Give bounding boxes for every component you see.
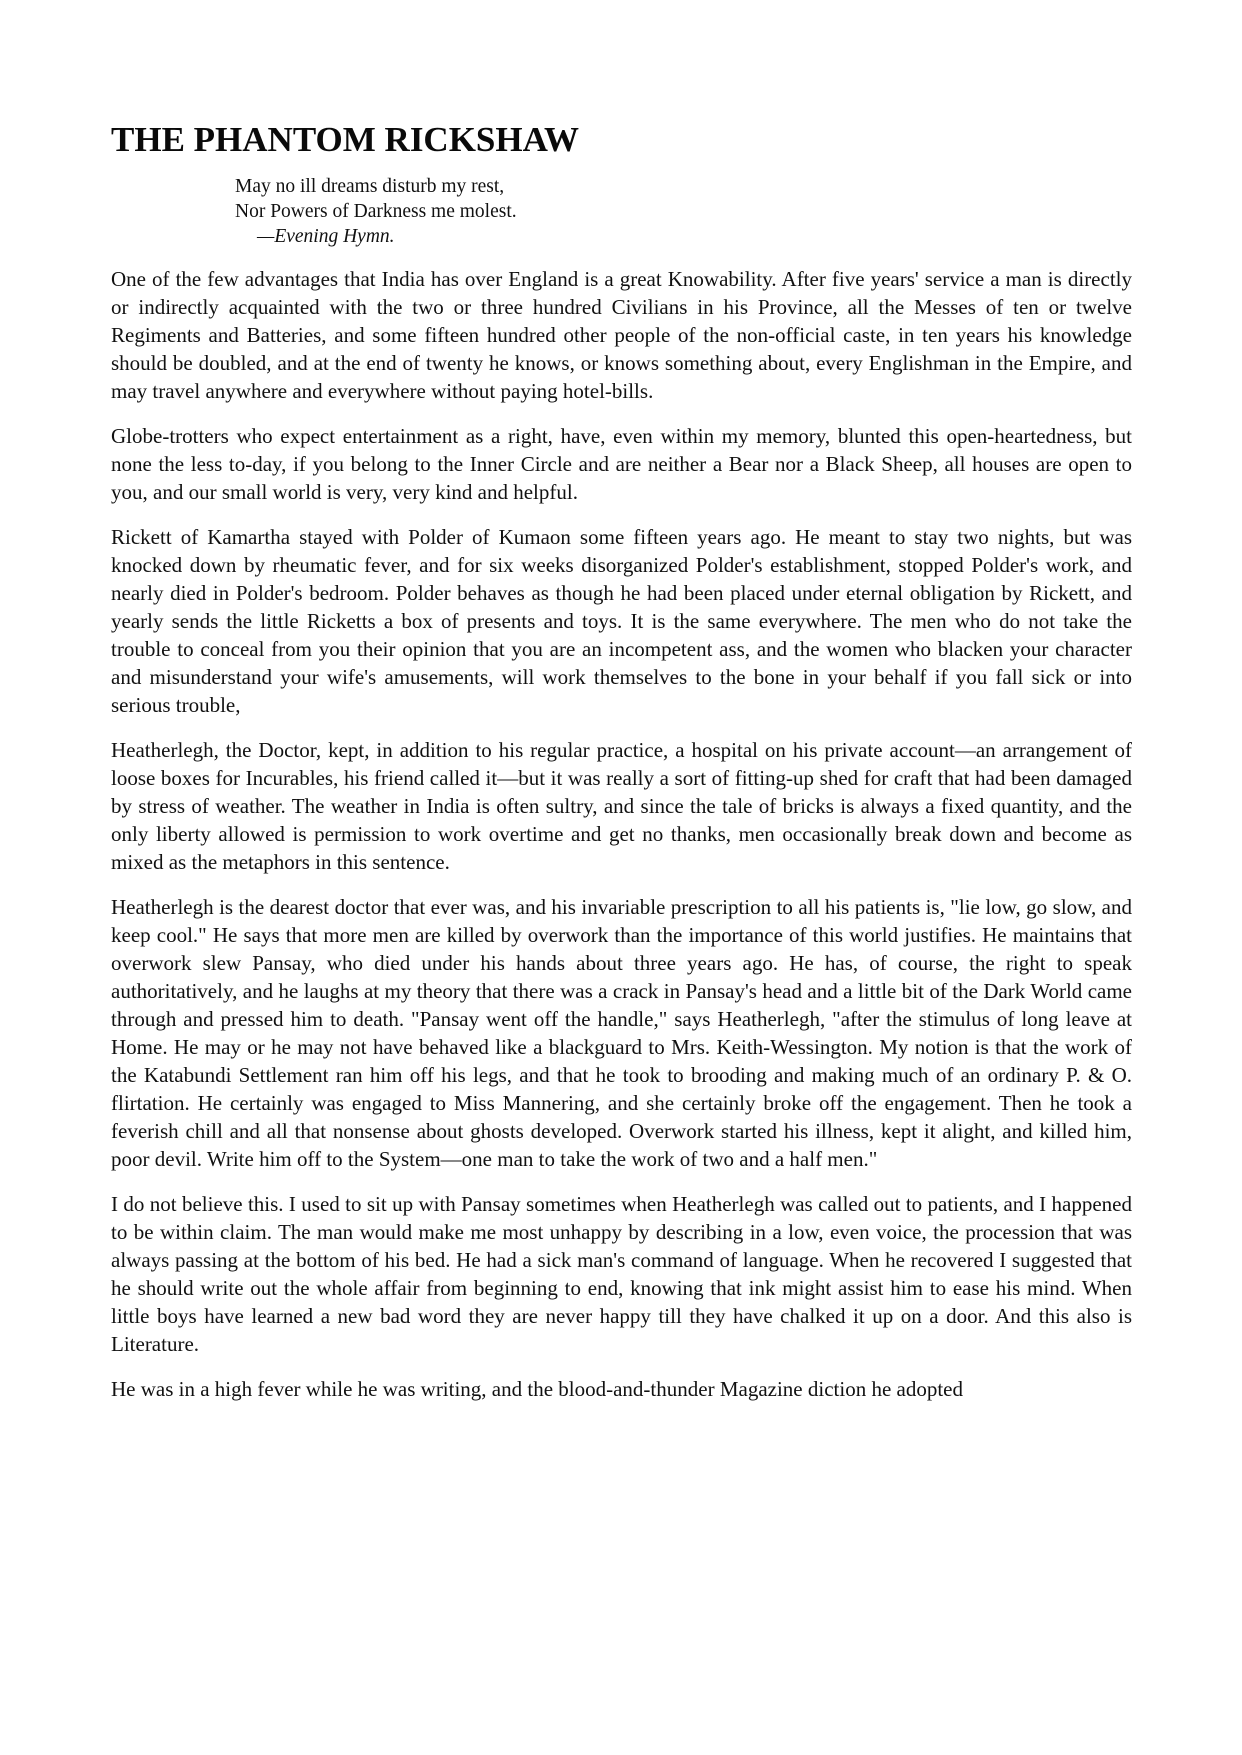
epigraph-line: May no ill dreams disturb my rest,	[235, 176, 505, 197]
paragraph-knowability: One of the few advantages that India has over England is a great Knowability. After five years' service a man is directly or indirectly acquainted with the two or three hundred Civilians in his Province, all the Messes of ten or twelve Regiments and Batteries, and some fifteen hundred other people of the non-official caste, in ten years his knowledge should be doubled, and at the end of twenty he knows, or knows something about, every Englishman in the Empire, and may travel anywhere and everywhere without paying hotel-bills.	[111, 267, 1132, 403]
epigraph-line: Nor Powers of Darkness me molest.	[235, 201, 517, 222]
document-page	[111, 118, 1132, 1420]
paragraph-high-fever: He was in a high fever while he was writing, and the blood-and-thunder Magazine diction he adopted	[111, 1377, 963, 1401]
story-title: THE PHANTOM RICKSHAW	[111, 120, 580, 159]
paragraph-pansay-belief: I do not believe this. I used to sit up with Pansay sometimes when Heatherlegh was called out to patients, and I happened to be within claim. The man would make me most unhappy by describing in a low, even voice, the procession that was always passing at the bottom of his bed. He had a sick man's command of language. When he recovered I suggested that he should write out the whole affair from beginning to end, knowing that ink might assist him to ease his mind. When little boys have learned a new bad word they are never happy till they have chalked it up on a door. And this also is Literature.	[111, 1192, 1132, 1356]
paragraph-heatherlegh-hospital: Heatherlegh, the Doctor, kept, in addition to his regular practice, a hospital on his private account—an arrangement of loose boxes for Incurables, his friend called it—but it was really a sort of fitting-up shed for craft that had been damaged by stress of weather. The weather in India is often sultry, and since the tale of bricks is always a fixed quantity, and the only liberty allowed is permission to work overtime and get no thanks, men occasionally break down and become as mixed as the metaphors in this sentence.	[111, 738, 1132, 874]
epigraph	[235, 174, 1132, 249]
paragraph-heatherlegh-prescription: Heatherlegh is the dearest doctor that ever was, and his invariable prescription to all his patients is, "lie low, go slow, and keep cool." He says that more men are killed by overwork than the importance of this world justifies. He maintains that overwork slew Pansay, who died under his hands about three years ago. He has, of course, the right to speak authoritatively, and he laughs at my theory that there was a crack in Pansay's head and a little bit of the Dark World came through and pressed him to death. "Pansay went off the handle," says Heatherlegh, "after the stimulus of long leave at Home. He may or he may not have behaved like a blackguard to Mrs. Keith-Wessington. My notion is that the work of the Katabundi Settlement ran him off his legs, and that he took to brooding and making much of an ordinary P. & O. flirtation. He certainly was engaged to Miss Mannering, and she certainly broke off the engagement. Then he took a feverish chill and all that nonsense about ghosts developed. Overwork started his illness, kept it alight, and killed him, poor devil. Write him off to the System—one man to take the work of two and a half men."	[111, 895, 1132, 1171]
paragraph-globe-trotters: Globe-trotters who expect entertainment as a right, have, even within my memory, blunted this open-heartedness, but none the less to-day, if you belong to the Inner Circle and are neither a Bear nor a Black Sheep, all houses are open to you, and our small world is very, very kind and helpful.	[111, 424, 1132, 504]
paragraph-rickett: Rickett of Kamartha stayed with Polder of Kumaon some fifteen years ago. He meant to stay two nights, but was knocked down by rheumatic fever, and for six weeks disorganized Polder's establishment, stopped Polder's work, and nearly died in Polder's bedroom. Polder behaves as though he had been placed under eternal obligation by Rickett, and yearly sends the little Ricketts a box of presents and toys. It is the same everywhere. The men who do not take the trouble to conceal from you their opinion that you are an incompetent ass, and the women who blacken your character and misunderstand your wife's amusements, will work themselves to the bone in your behalf if you fall sick or into serious trouble,	[111, 525, 1132, 717]
epigraph-attribution: —Evening Hymn.	[257, 226, 395, 247]
